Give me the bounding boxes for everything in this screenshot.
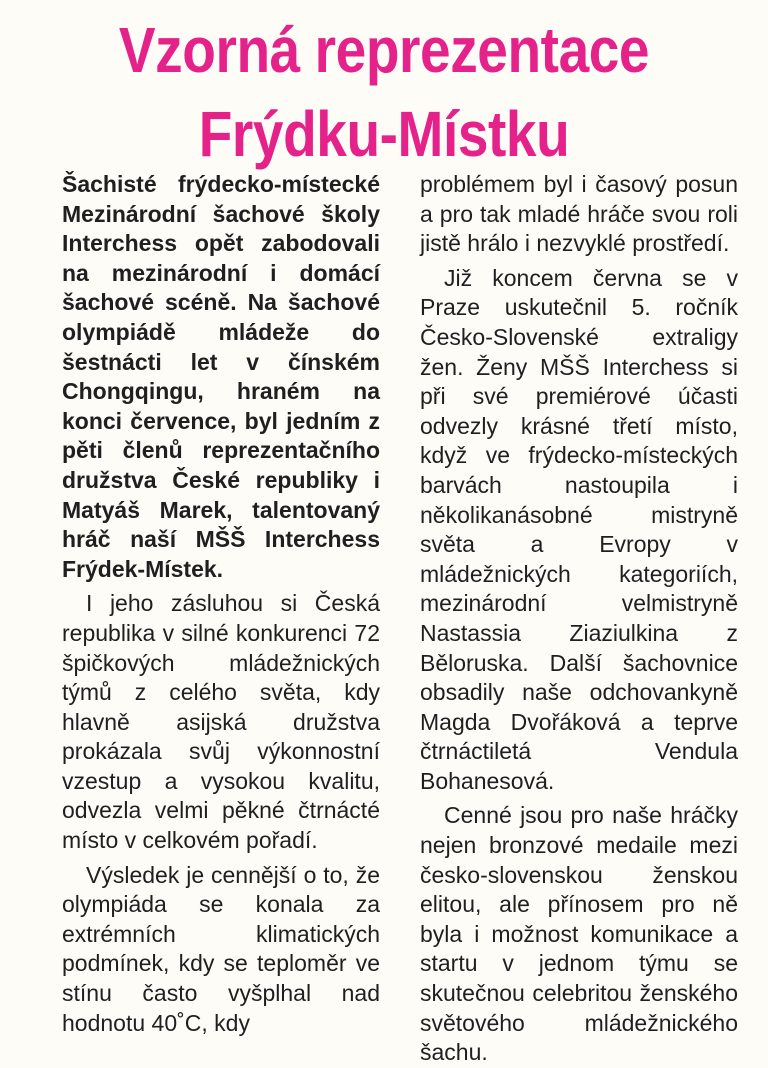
paragraph-5: Cenné jsou pro naše hráčky nejen bronzové medaile mezi česko-slovenskou ženskou elitou, ale přínosem pro ně byla i možnost komunikace a startu v jednom týmu se skutečnou celebritou ženského světového mládežnického šachu.: [420, 802, 738, 1066]
paragraph-4: Již koncem června se v Praze uskutečnil 5. ročník Česko-Slovenské extraligy žen. Ženy MŠŠ Interchess si při své premiérové účasti odvezly krásné třetí místo, když ve frýdecko-místeckých barvách nastoupila i několikanásobné mistryně světa a Evropy v mládežnických kategoriích, mezinárodní velmistryně Nastassia Ziaziulkina z Běloruska. Další šachovnice obsadily naše odchovankyně Magda Dvořáková a teprve čtrnáctiletá Vendula Bohanesová.: [420, 264, 738, 794]
headline-line-2: Frýdku-Místku: [198, 98, 570, 170]
left-column: [62, 170, 380, 1038]
right-column: [420, 170, 738, 1068]
paragraph-2: Výsledek je cennější o to, že olympiáda se konala za extrémních klimatických podmínek, kdy se teploměr ve stínu často vyšplhal nad hodnotu 40˚C, kdy: [62, 861, 380, 1036]
lead-paragraph: Šachisté frýdecko-místecké Mezinárodní šachové školy Interchess opět zabodovali na mezinárodní i domácí šachové scéně. Na šachové olympiádě mládeže do šestnácti let v čínském Chongqingu, hraném na konci července, byl jedním z pěti členů reprezentačního družstva České republiky i Matyáš Marek, talentovaný hráč naší MŠŠ Interchess Frýdek-Místek.: [62, 171, 380, 582]
article-headline: [54, 8, 714, 176]
headline-line-1: Vzorná reprezentace: [118, 14, 650, 86]
paragraph-3: problémem byl i časový posun a pro tak mladé hráče svou roli jistě hrálo i nezvyklé prostředí.: [420, 171, 738, 257]
paragraph-1: I jeho zásluhou si Česká republika v silné konkurenci 72 špičkových mládežnických týmů z celého světa, kdy hlavně asijská družstva prokázala svůj výkonnostní vzestup a vysokou kvalitu, odvezla velmi pěkné čtrnácté místo v celkovém pořadí.: [62, 590, 380, 854]
